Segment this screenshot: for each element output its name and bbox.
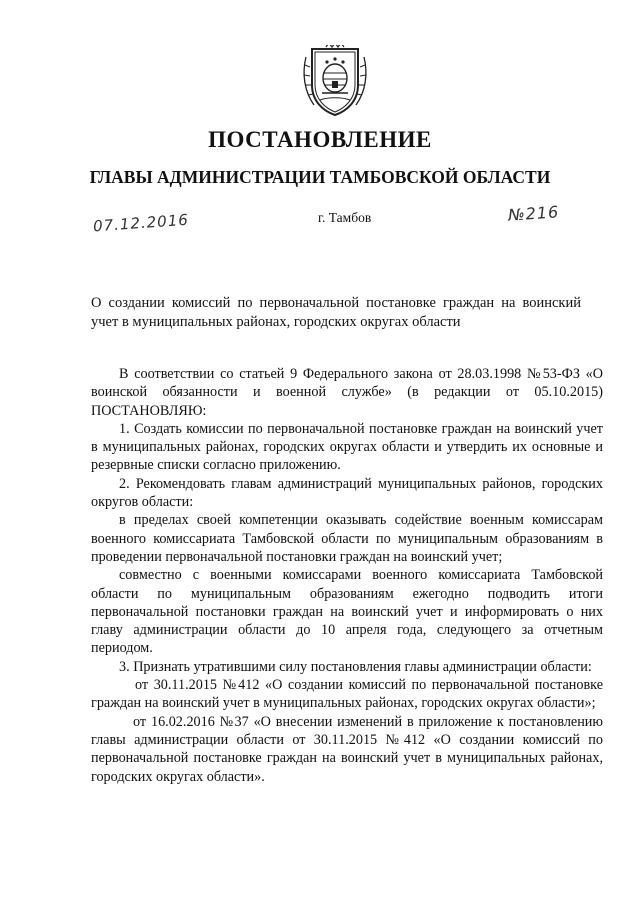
paragraph: в пределах своей компетенции оказывать содействие военным комиссарам военного комиссариата Тамбовской области по муниципальным образованиям в проведении первоначальной постановки граждан на воинский учет;: [91, 512, 603, 565]
paragraph: 1. Создать комиссии по первоначальной постановке граждан на воинский учет в муниципальных районах, городских округах области и утвердить их основные и резервные списки согласно приложению.: [91, 420, 603, 474]
paragraph: В соответствии со статьей 9 Федерального закона от 28.03.1998 №53-ФЗ «О воинской обязанности и военной службе» (в редакции от 05.10.2015) ПОСТАНОВЛЯЮ:: [91, 366, 603, 419]
document-title: ПОСТАНОВЛЕНИЕ: [208, 127, 432, 152]
handwritten-number: №216: [507, 202, 560, 225]
document-body: [91, 365, 603, 786]
document-subtitle: ГЛАВЫ АДМИНИСТРАЦИИ ТАМБОВСКОЙ ОБЛАСТИ: [89, 167, 551, 187]
paragraph: от 30.11.2015 №412 «О создании комиссий по первоначальной постановке граждан на воинский учет в муниципальных районах, городских округах области»;: [91, 677, 603, 712]
document-subject: О создании комиссий по первоначальной постановке граждан на воинский учет в муниципальных районах, городских округах области: [91, 295, 581, 330]
paragraph: совместно с военными комиссарами военного комиссариата Тамбовской области по муниципальным образованиям ежегодно подводить итоги первоначальной постановки граждан на воинский учет и информировать о них главу администрации области до 10 апреля года, следующего за отчетным периодом.: [91, 567, 603, 657]
handwritten-date: 07.12.2016: [92, 210, 190, 236]
paragraph: от 16.02.2016 №37 «О внесении изменений в приложение к постановлению главы администрации области от 30.11.2015 №412 «О создании комиссий по первоначальной постановке граждан на воинский учет в муниципальных районах, городских округах области».: [91, 713, 603, 785]
paragraph: 3. Признать утратившими силу постановления главы администрации области:: [119, 658, 592, 675]
city-label: г. Тамбов: [318, 210, 372, 225]
coat-of-arms-icon: [298, 45, 372, 117]
paragraph: 2. Рекомендовать главам администраций муниципальных районов, городских округов области:: [91, 475, 603, 511]
